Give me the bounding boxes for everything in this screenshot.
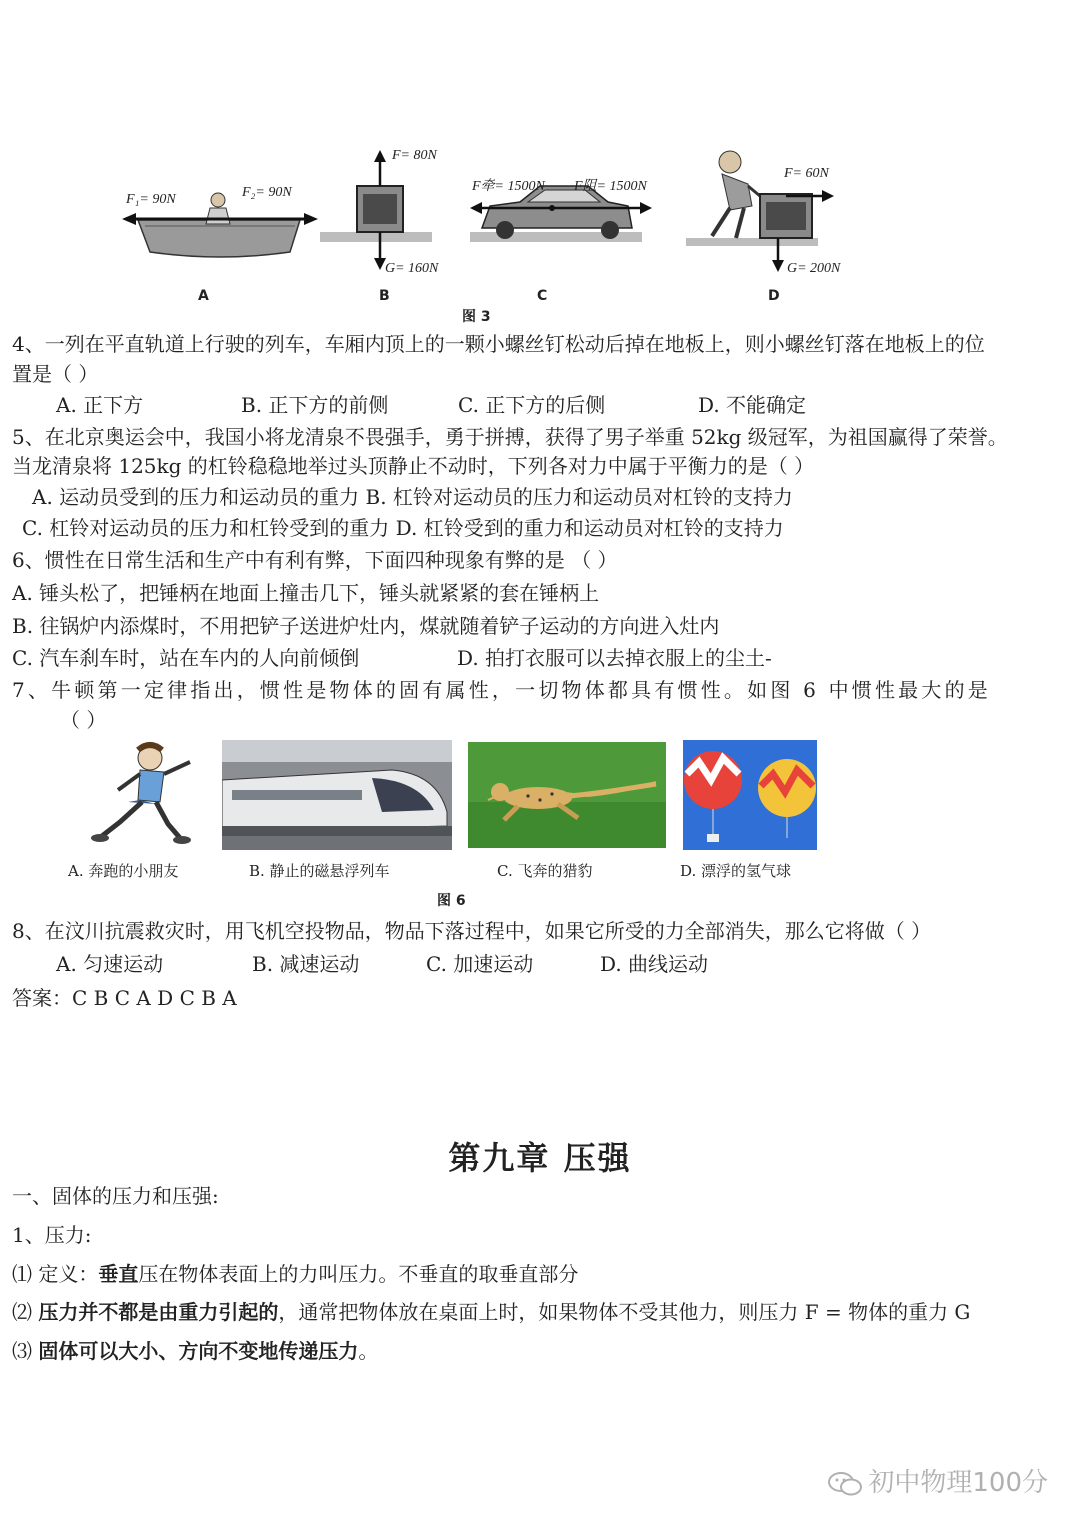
label-b-f: F= 80N: [392, 148, 437, 163]
point-2-text: ，通常把物体放在桌面上时，如果物体不受其他力，则压力 F = 物体的重力 G: [278, 1300, 971, 1324]
maglev-train-picture: [222, 740, 452, 850]
q8-option-b: B. 减速运动: [252, 952, 360, 976]
q7-stem-line2: （ ）: [60, 708, 107, 732]
q4-stem-line1: 4、一列在平直轨道上行驶的列车，车厢内顶上的一颗小螺丝钉松动后掉在地板上，则小螺丝钉落在地板上的位: [12, 332, 985, 356]
point-3: [12, 1339, 378, 1363]
q6-option-a: A. 锤头松了，把锤柄在地面上撞击几下，锤头就紧紧的套在锤柄上: [12, 581, 600, 605]
q4-option-b: B. 正下方的前侧: [241, 393, 389, 417]
running-child-picture: [68, 740, 208, 850]
fig3-option-b: B: [379, 288, 390, 304]
fig3-option-c: C: [537, 288, 548, 304]
q5-options-cd: C. 杠铃对运动员的压力和杠铃受到的重力 D. 杠铃受到的重力和运动员对杠铃的支持力: [22, 516, 784, 540]
q4-option-c: C. 正下方的后侧: [458, 393, 606, 417]
q4-option-a: A. 正下方: [56, 393, 144, 417]
q6-option-b: B. 往锅炉内添煤时，不用把铲子送进炉灶内，煤就随着铲子运动的方向进入灶内: [12, 614, 720, 638]
q7-stem-line1: 7、牛顿第一定律指出，惯性是物体的固有属性，一切物体都具有惯性。如图 6 中惯性最大的是: [12, 678, 991, 702]
point-2-bold: 压力并不都是由重力引起的: [38, 1300, 279, 1324]
fig6-caption-d: D. 漂浮的氢气球: [680, 862, 792, 880]
fig3-option-d: D: [768, 288, 780, 304]
figure-3: [0, 140, 1080, 330]
point-3-text: 。: [358, 1339, 379, 1363]
section-heading: 一、固体的压力和压强:: [12, 1184, 219, 1208]
watermark-text: 初中物理100分: [868, 1468, 1048, 1498]
q6-stem: 6、惯性在日常生活和生产中有利有弊，下面四种现象有弊的是 （ ）: [12, 548, 618, 572]
point-2-label: ⑵: [12, 1300, 39, 1324]
label-c-f1: F牵= 1500N: [472, 179, 545, 194]
q5-options-ab: A. 运动员受到的压力和运动员的重力 B. 杠铃对运动员的压力和运动员对杠铃的支持力: [32, 485, 793, 509]
point-3-bold: 固体可以大小、方向不变地传递压力: [38, 1339, 359, 1363]
q6-option-d: D. 拍打衣服可以去掉衣服上的尘土-: [457, 646, 772, 670]
fig6-caption-b: B. 静止的磁悬浮列车: [249, 862, 390, 880]
q8-stem: 8、在汶川抗震救灾时，用飞机空投物品，物品下落过程中，如果它所受的力全部消失，那么它将做（ ）: [12, 919, 932, 943]
point-2: [12, 1300, 970, 1324]
q4-stem-line2: 置是（ ）: [12, 362, 99, 386]
fig6-caption: 图 6: [437, 893, 466, 909]
label-d-f: F= 60N: [784, 166, 829, 181]
cheetah-picture: [468, 742, 666, 848]
label-b-g: G= 160N: [385, 261, 439, 276]
fig6-caption-a: A. 奔跑的小朋友: [68, 862, 179, 880]
watermark: [828, 1462, 1048, 1499]
label-d-g: G= 200N: [787, 261, 841, 276]
label-c-f2: F阻= 1500N: [574, 179, 647, 194]
fig6-caption-c: C. 飞奔的猎豹: [497, 862, 593, 880]
figure-6: [0, 740, 1080, 910]
answer-key: 答案：C B C A D C B A: [12, 986, 237, 1010]
wechat-icon: [828, 1471, 862, 1497]
label-a-f2: F₂= 90N: [242, 185, 292, 200]
point-3-label: ⑶: [12, 1339, 39, 1363]
q6-option-c: C. 汽车刹车时，站在车内的人向前倾倒: [12, 646, 360, 670]
q8-option-c: C. 加速运动: [426, 952, 534, 976]
fig3-caption: 图 3: [462, 309, 491, 325]
q8-option-a: A. 匀速运动: [56, 952, 164, 976]
point-1-text: 压在物体表面上的力叫压力。不垂直的取垂直部分: [138, 1262, 579, 1286]
point-1-bold: 垂直: [98, 1262, 139, 1286]
q8-option-d: D. 曲线运动: [600, 952, 709, 976]
item-heading: 1、压力:: [12, 1223, 92, 1247]
q5-stem-line2: 当龙清泉将 125kg 的杠铃稳稳地举过头顶静止不动时，下列各对力中属于平衡力的是（ ）: [12, 454, 815, 478]
block-drawing: [320, 150, 432, 270]
chapter-title: 第九章 压强: [448, 1139, 632, 1177]
q5-stem-line1: 5、在北京奥运会中，我国小将龙清泉不畏强手，勇于拼搏，获得了男子举重 52kg 级冠军，为祖国赢得了荣誉。: [12, 425, 1008, 449]
q4-option-d: D. 不能确定: [698, 393, 807, 417]
label-a-f1: F₁= 90N: [126, 192, 176, 207]
point-1: [12, 1262, 578, 1286]
hydrogen-balloons-picture: [683, 740, 817, 850]
point-1-label: ⑴ 定义：: [12, 1262, 99, 1286]
fig3-option-a: A: [198, 288, 209, 304]
